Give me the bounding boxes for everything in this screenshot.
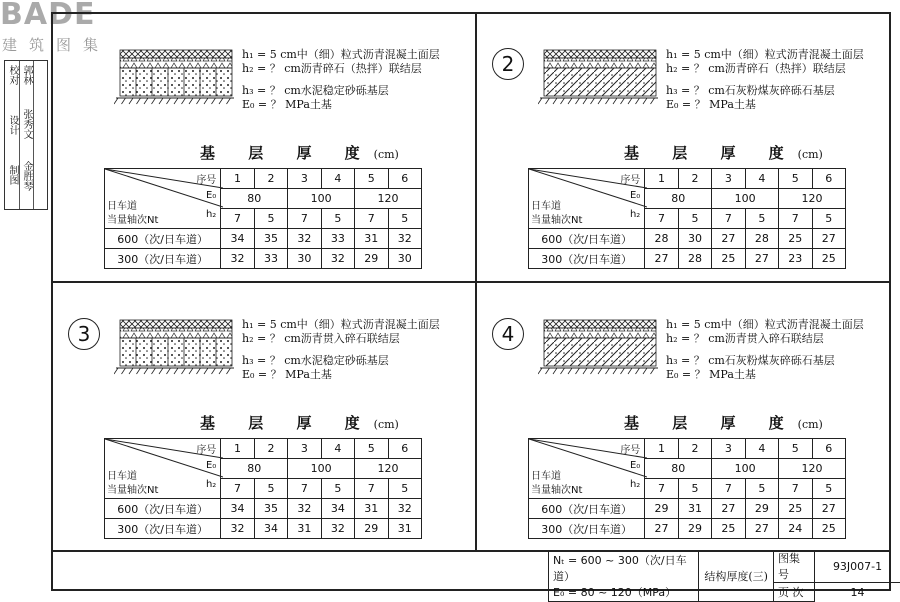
h2-cell: 5: [388, 209, 422, 229]
middle-divider: [51, 281, 891, 283]
layer-h2: h₂ = ？ cm沥青碎石（热拌）联结层: [242, 62, 422, 75]
seq-cell: 4: [745, 169, 778, 189]
structure-panel-2: [490, 14, 870, 276]
value-cell: 27: [745, 249, 778, 269]
value-cell: 29: [745, 499, 778, 519]
layer-legend: [666, 318, 864, 382]
structure-panel-3: [66, 284, 446, 546]
value-cell: 25: [779, 229, 812, 249]
header-lane: 日车道: [531, 201, 561, 212]
layer-legend: [242, 318, 440, 382]
strip-role: 设计: [7, 115, 18, 135]
value-cell: 30: [678, 229, 711, 249]
table-title-text: 基 层 厚 度: [200, 414, 374, 432]
e0-cell: 120: [355, 189, 422, 209]
h2-cell: 5: [745, 479, 778, 499]
strip-role: 校对: [7, 65, 18, 85]
table-row: [105, 519, 422, 539]
footer-note-e0: E₀ = 80 ~ 120（MPa）: [553, 585, 677, 599]
seq-cell: 6: [812, 439, 846, 459]
panel-number-circle: 2: [492, 48, 524, 80]
publisher-logo: BADE: [0, 0, 96, 32]
header-h2: h₂: [205, 209, 217, 220]
table-row: [105, 249, 422, 269]
seq-cell: 5: [779, 439, 812, 459]
layer-e0: E₀ = ？ MPa土基: [666, 368, 756, 381]
table-row: [529, 499, 846, 519]
header-nt: 当量轴次Nt: [107, 485, 159, 496]
row-label: 300（次/日车道）: [105, 519, 221, 539]
table-title: [624, 412, 823, 433]
value-cell: 25: [812, 519, 846, 539]
seq-cell: 3: [288, 169, 321, 189]
header-nt: 当量轴次Nt: [531, 215, 583, 226]
h2-cell: 7: [645, 209, 678, 229]
publisher-logo-subtitle: 建筑图集: [2, 36, 111, 54]
value-cell: 28: [645, 229, 678, 249]
layer-h2: h₂ = ？ cm沥青碎石（热拌）联结层: [666, 62, 846, 75]
value-cell: 32: [221, 249, 254, 269]
strip-col-names: [19, 61, 34, 209]
layer-h1: h₁ = 5 cm中（细）粒式沥青混凝土面层: [666, 318, 864, 331]
header-lane: 日车道: [107, 471, 137, 482]
layer-h1: h₁ = 5 cm中（细）粒式沥青混凝土面层: [242, 48, 440, 61]
seq-cell: 2: [678, 439, 711, 459]
value-cell: 31: [388, 519, 422, 539]
pavement-section-diagram: [538, 48, 660, 108]
value-cell: 27: [812, 499, 846, 519]
value-cell: 32: [388, 499, 422, 519]
header-seq: 序号: [196, 445, 217, 456]
header-e0: E₀: [629, 190, 641, 201]
footer-note-nt: Nₜ = 600 ~ 300（次/日车道）: [553, 553, 687, 583]
layer-h3: h₃ = ？ cm石灰粉煤灰碎砾石基层: [666, 84, 835, 97]
value-cell: 34: [254, 519, 287, 539]
value-cell: 28: [745, 229, 778, 249]
table-header-corner: [529, 439, 645, 499]
value-cell: 25: [712, 249, 745, 269]
value-cell: 33: [321, 229, 354, 249]
h2-cell: 5: [745, 209, 778, 229]
value-cell: 33: [254, 249, 287, 269]
h2-cell: 5: [678, 209, 711, 229]
header-e0: E₀: [629, 460, 641, 471]
h2-cell: 7: [712, 209, 745, 229]
value-cell: 31: [355, 499, 388, 519]
value-cell: 32: [288, 229, 321, 249]
panel-number-circle: 3: [68, 318, 100, 350]
table-title: [624, 142, 823, 163]
h2-cell: 5: [254, 479, 287, 499]
value-cell: 32: [288, 499, 321, 519]
value-cell: 25: [712, 519, 745, 539]
seq-cell: 3: [712, 439, 745, 459]
h2-cell: 7: [779, 479, 812, 499]
value-cell: 29: [355, 519, 388, 539]
seq-cell: 3: [712, 169, 745, 189]
table-header-corner: [105, 439, 221, 499]
table-title-text: 基 层 厚 度: [200, 144, 374, 162]
row-label: 600（次/日车道）: [105, 499, 221, 519]
value-cell: 25: [779, 499, 812, 519]
row-label: 600（次/日车道）: [105, 229, 221, 249]
layer-legend: [666, 48, 864, 112]
h2-cell: 7: [221, 479, 254, 499]
h2-cell: 7: [779, 209, 812, 229]
value-cell: 24: [779, 519, 812, 539]
e0-cell: 100: [288, 459, 355, 479]
table-row: [529, 519, 846, 539]
strip-col-roles: [5, 61, 20, 209]
seq-cell: 3: [288, 439, 321, 459]
page-label: 页 次: [774, 583, 815, 602]
table-title: [200, 412, 399, 433]
atlas-label: 图集号: [774, 550, 815, 583]
h2-cell: 7: [288, 209, 321, 229]
value-cell: 32: [321, 519, 354, 539]
value-cell: 29: [645, 499, 678, 519]
table-row: [529, 249, 846, 269]
header-seq: 序号: [196, 175, 217, 186]
value-cell: 32: [221, 519, 254, 539]
header-lane: 日车道: [531, 471, 561, 482]
value-cell: 35: [254, 499, 287, 519]
h2-cell: 5: [388, 479, 422, 499]
seq-cell: 6: [812, 169, 846, 189]
e0-cell: 100: [712, 189, 779, 209]
layer-h3: h₃ = ？ cm石灰粉煤灰碎砾石基层: [666, 354, 835, 367]
seq-cell: 1: [645, 169, 678, 189]
pavement-section-diagram: [114, 48, 236, 108]
seq-cell: 4: [745, 439, 778, 459]
pavement-section-diagram: [114, 318, 236, 378]
table-unit: (cm): [797, 148, 823, 161]
table-row: [105, 499, 422, 519]
h2-cell: 7: [288, 479, 321, 499]
e0-cell: 80: [645, 459, 712, 479]
table-row: [105, 229, 422, 249]
row-label: 300（次/日车道）: [529, 519, 645, 539]
panel-number-circle: 4: [492, 318, 524, 350]
seq-cell: 6: [388, 169, 422, 189]
value-cell: 35: [254, 229, 287, 249]
strip-name: 郭林: [21, 65, 32, 85]
seq-cell: 5: [355, 439, 388, 459]
e0-cell: 80: [221, 189, 288, 209]
header-nt: 当量轴次Nt: [531, 485, 583, 496]
h2-cell: 5: [321, 479, 354, 499]
seq-cell: 4: [321, 439, 354, 459]
layer-e0: E₀ = ？ MPa土基: [242, 98, 332, 111]
table-unit: (cm): [373, 418, 399, 431]
value-cell: 34: [321, 499, 354, 519]
seq-cell: 4: [321, 169, 354, 189]
value-cell: 27: [645, 249, 678, 269]
header-e0: E₀: [205, 190, 217, 201]
e0-cell: 100: [288, 189, 355, 209]
e0-cell: 100: [712, 459, 779, 479]
row-label: 600（次/日车道）: [529, 499, 645, 519]
value-cell: 27: [745, 519, 778, 539]
table-header-corner: [529, 169, 645, 229]
h2-cell: 5: [321, 209, 354, 229]
value-cell: 23: [779, 249, 812, 269]
h2-cell: 7: [221, 209, 254, 229]
table-title-text: 基 层 厚 度: [624, 144, 798, 162]
seq-cell: 1: [645, 439, 678, 459]
e0-cell: 80: [221, 459, 288, 479]
structure-panel-1: [66, 14, 446, 276]
title-block: [548, 550, 900, 602]
layer-h1: h₁ = 5 cm中（细）粒式沥青混凝土面层: [666, 48, 864, 61]
value-cell: 34: [221, 499, 254, 519]
value-cell: 27: [712, 499, 745, 519]
value-cell: 25: [812, 249, 846, 269]
value-cell: 32: [388, 229, 422, 249]
header-h2: h₂: [205, 479, 217, 490]
seq-cell: 2: [678, 169, 711, 189]
row-label: 600（次/日车道）: [529, 229, 645, 249]
h2-cell: 5: [678, 479, 711, 499]
thickness-table: [104, 438, 422, 539]
layer-h3: h₃ = ？ cm水泥稳定砂砾基层: [242, 354, 389, 367]
thickness-table: [528, 168, 846, 269]
drawing-title: 结构厚度(三): [699, 550, 774, 602]
page-number: 14: [815, 583, 900, 602]
h2-cell: 7: [355, 209, 388, 229]
thickness-table: [104, 168, 422, 269]
strip-col-signatures: [33, 61, 47, 209]
table-header-corner: [105, 169, 221, 229]
value-cell: 27: [645, 519, 678, 539]
seq-cell: 5: [779, 169, 812, 189]
layer-h2: h₂ = ？ cm沥青贯入碎石联结层: [666, 332, 824, 345]
e0-cell: 80: [645, 189, 712, 209]
value-cell: 30: [388, 249, 422, 269]
value-cell: 27: [712, 229, 745, 249]
layer-legend: [242, 48, 440, 112]
h2-cell: 7: [645, 479, 678, 499]
value-cell: 31: [678, 499, 711, 519]
header-nt: 当量轴次Nt: [107, 215, 159, 226]
seq-cell: 2: [254, 439, 287, 459]
table-row: [529, 229, 846, 249]
value-cell: 29: [678, 519, 711, 539]
structure-panel-4: [490, 284, 870, 546]
h2-cell: 5: [812, 479, 846, 499]
header-e0: E₀: [205, 460, 217, 471]
value-cell: 28: [678, 249, 711, 269]
approval-title-strip: [4, 60, 48, 210]
layer-e0: E₀ = ？ MPa土基: [666, 98, 756, 111]
seq-cell: 6: [388, 439, 422, 459]
layer-h1: h₁ = 5 cm中（细）粒式沥青混凝土面层: [242, 318, 440, 331]
h2-cell: 7: [712, 479, 745, 499]
strip-role: 制图: [7, 165, 18, 185]
header-seq: 序号: [620, 445, 641, 456]
table-unit: (cm): [373, 148, 399, 161]
value-cell: 29: [355, 249, 388, 269]
header-h2: h₂: [629, 209, 641, 220]
table-title: [200, 142, 399, 163]
strip-name: 金胜琴: [21, 161, 32, 191]
row-label: 300（次/日车道）: [529, 249, 645, 269]
table-unit: (cm): [797, 418, 823, 431]
seq-cell: 5: [355, 169, 388, 189]
header-h2: h₂: [629, 479, 641, 490]
layer-h2: h₂ = ？ cm沥青贯入碎石联结层: [242, 332, 400, 345]
layer-e0: E₀ = ？ MPa土基: [242, 368, 332, 381]
value-cell: 32: [321, 249, 354, 269]
value-cell: 34: [221, 229, 254, 249]
row-label: 300（次/日车道）: [105, 249, 221, 269]
thickness-table: [528, 438, 846, 539]
seq-cell: 1: [221, 439, 254, 459]
seq-cell: 2: [254, 169, 287, 189]
e0-cell: 120: [779, 459, 846, 479]
e0-cell: 120: [779, 189, 846, 209]
h2-cell: 7: [355, 479, 388, 499]
layer-h3: h₃ = ？ cm水泥稳定砂砾基层: [242, 84, 389, 97]
pavement-section-diagram: [538, 318, 660, 378]
value-cell: 31: [355, 229, 388, 249]
h2-cell: 5: [254, 209, 287, 229]
table-title-text: 基 层 厚 度: [624, 414, 798, 432]
header-seq: 序号: [620, 175, 641, 186]
strip-name: 张秀文: [21, 109, 32, 139]
atlas-number: 93J007-1: [815, 550, 900, 583]
value-cell: 30: [288, 249, 321, 269]
e0-cell: 120: [355, 459, 422, 479]
value-cell: 27: [812, 229, 846, 249]
value-cell: 31: [288, 519, 321, 539]
seq-cell: 1: [221, 169, 254, 189]
h2-cell: 5: [812, 209, 846, 229]
header-lane: 日车道: [107, 201, 137, 212]
